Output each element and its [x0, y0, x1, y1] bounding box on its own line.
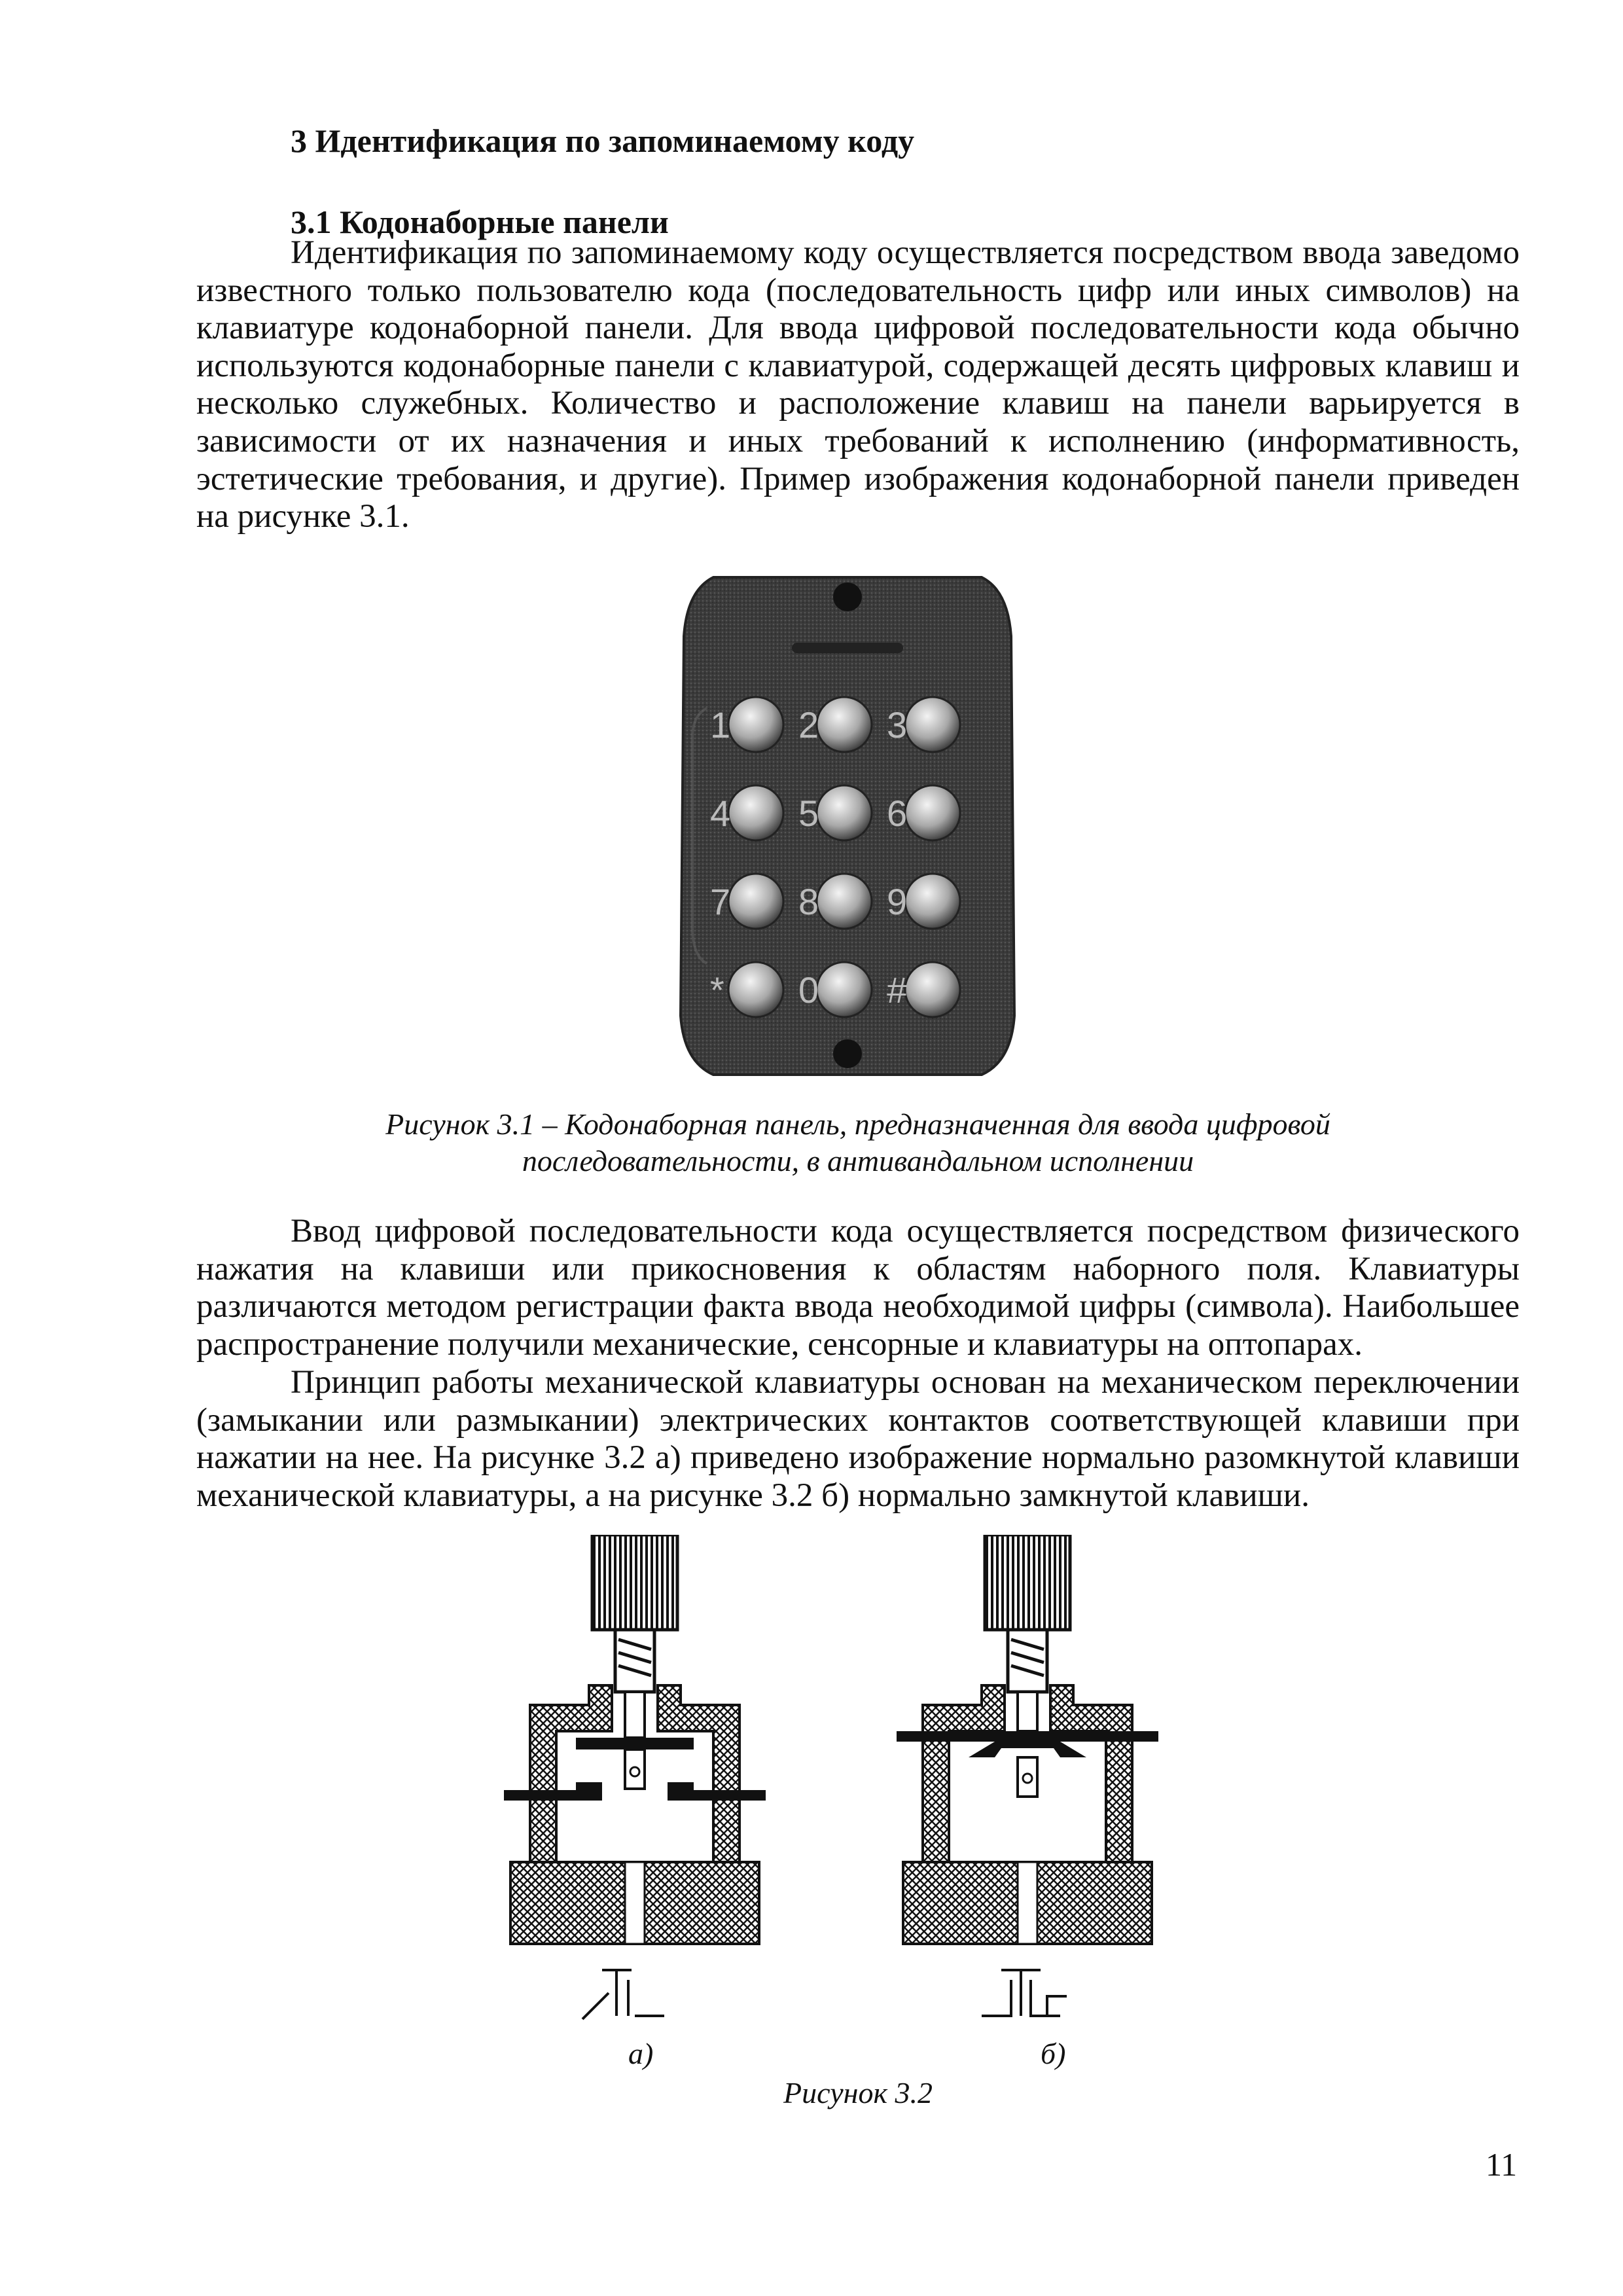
keypad-key — [728, 874, 783, 929]
keypad-key-label: 2 — [798, 704, 819, 745]
keypad-key — [905, 874, 960, 929]
keypad-key — [817, 874, 872, 929]
figure-2-caption: Рисунок 3.2 — [783, 2076, 933, 2109]
paragraph-1 — [196, 234, 1520, 536]
paragraph-3 — [196, 1364, 1520, 1515]
keypad-key-label: 3 — [887, 704, 908, 745]
keypad-key — [905, 785, 960, 840]
keypad-key — [817, 697, 872, 752]
keypad-key — [817, 785, 872, 840]
keypad-key-label: 8 — [798, 881, 819, 922]
keypad-key — [905, 962, 960, 1017]
keypad-key-label: 6 — [887, 793, 908, 834]
paragraph-2 — [196, 1213, 1520, 1363]
subsection-heading: 3.1 Кодонаборные панели — [291, 204, 669, 240]
figure-2a-label: а) — [628, 2037, 654, 2070]
keypad-key-label: # — [887, 969, 908, 1011]
keypad-panel-photo — [674, 564, 1021, 1088]
mechanical-key-diagram — [504, 1535, 1243, 2032]
paragraph-text: Ввод цифровой последовательности кода осуществляется посредством физического нажатия на клавиши или прикосновения к областям наборного поля. Клавиатуры различаются методом регистрации факта ввода необходимой цифры (символа). Наибольшее распространение получили механические, сенсорные и клавиатуры на оптопарах. — [196, 1213, 1520, 1363]
figure-2b-label: б) — [1041, 2037, 1066, 2070]
figure-1-caption-line-1: Рисунок 3.1 – Кодонаборная панель, предназначенная для ввода цифровой — [385, 1107, 1330, 1141]
keypad-key-label: 5 — [798, 793, 819, 834]
page-number: 11 — [1486, 2146, 1518, 2183]
keypad-key-label: 4 — [710, 793, 731, 834]
keypad-key — [817, 962, 872, 1017]
paragraph-text: Идентификация по запоминаемому коду осуществляется посредством ввода заведомо известного только пользователю кода (последовательность цифр или иных символов) на клавиатуре кодонаборной панели. Для ввода цифровой последовательности кода обычно используются кодонаборные панели с клавиатурой, содержащей десять цифровых клавиш и несколько служебных. Количество и расположение клавиш на панели варьируется в зависимости от их назначения и иных требований к исполнению (информативность, эстетические требования, и другие). Пример изображения кодонаборной панели приведен на рисунке 3.1. — [196, 234, 1520, 535]
keypad-key-label: 1 — [710, 704, 731, 745]
keypad-key-label: 0 — [798, 969, 819, 1011]
keypad-key — [728, 962, 783, 1017]
figure-1-caption-line-2: последовательности, в антивандальном исполнении — [522, 1144, 1194, 1177]
paragraph-text: Принцип работы механической клавиатуры основан на механическом переключении (замыкании или размыкании) электрических контактов соответствующей клавиши при нажатии на нее. На рисунке 3.2 а) приведено изображение нормально разомкнутой клавиши механической клавиатуры, а на рисунке 3.2 б) нормально замкнутой клавиши. — [196, 1364, 1520, 1514]
normally-open-switch — [504, 1535, 766, 2019]
keypad-key — [728, 785, 783, 840]
keypad-key-label: * — [710, 969, 724, 1011]
keypad-key — [905, 697, 960, 752]
section-heading: 3 Идентификация по запоминаемому коду — [291, 122, 915, 159]
keypad-key-label: 7 — [710, 881, 731, 922]
keypad-key-label: 9 — [887, 881, 908, 922]
normally-closed-switch — [897, 1535, 1158, 2016]
keypad-key — [728, 697, 783, 752]
